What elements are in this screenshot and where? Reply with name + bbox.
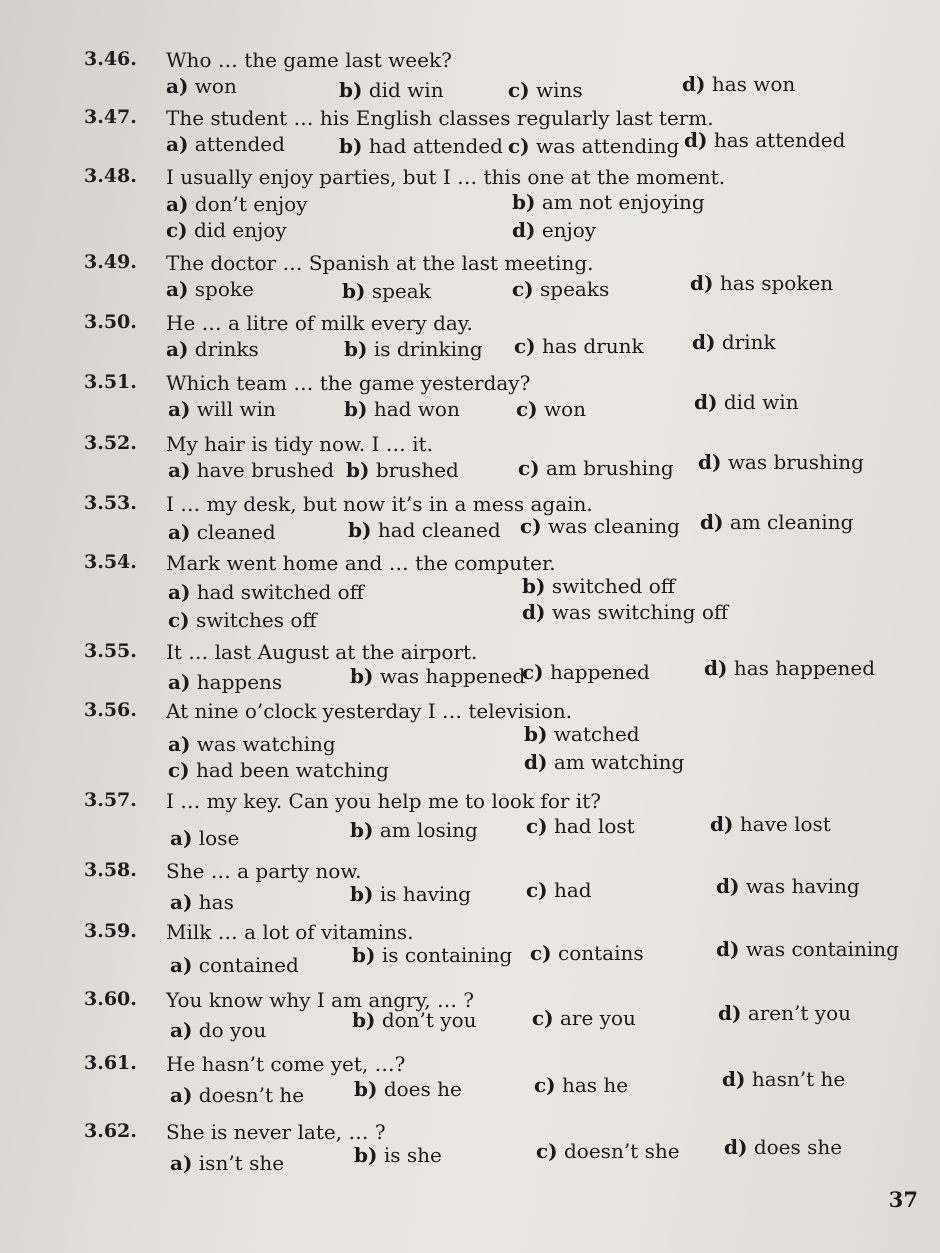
option-text: happened	[550, 660, 650, 684]
option-text: has drunk	[542, 334, 644, 358]
answer-option	[692, 330, 776, 354]
question-text: The doctor … Spanish at the last meeting.	[166, 251, 594, 275]
answer-option	[168, 458, 334, 482]
option-text: was cleaning	[548, 514, 680, 538]
answer-option	[520, 514, 680, 538]
question-text: My hair is tidy now. I … it.	[166, 432, 433, 456]
option-letter: a)	[168, 397, 191, 421]
option-text: attended	[194, 132, 285, 156]
option-text: doesn’t he	[198, 1083, 305, 1107]
option-text: won	[544, 397, 587, 421]
question-text: You know why I am angry, … ?	[166, 988, 475, 1012]
question-number: 3.46.	[84, 48, 137, 70]
answer-option	[530, 941, 644, 965]
option-letter: c)	[508, 78, 530, 102]
answer-option	[684, 128, 845, 152]
option-letter: a)	[170, 1018, 193, 1042]
option-text: has spoken	[719, 271, 834, 295]
answer-option	[166, 277, 254, 301]
question-text: She … a party now.	[166, 859, 362, 883]
answer-option	[170, 1151, 284, 1175]
option-letter: c)	[512, 277, 534, 301]
question-text: Who … the game last week?	[166, 48, 452, 72]
option-text: don’t enjoy	[194, 192, 308, 216]
option-letter: c)	[532, 1006, 554, 1030]
answer-option	[168, 608, 317, 632]
question-number: 3.56.	[84, 699, 137, 721]
option-letter: c)	[514, 334, 536, 358]
option-text: won	[194, 74, 237, 98]
question-number: 3.47.	[84, 106, 137, 128]
option-letter: b)	[524, 722, 548, 746]
option-text: drinks	[194, 337, 259, 361]
option-letter: d)	[704, 656, 728, 680]
answer-option	[342, 279, 431, 303]
option-letter: a)	[168, 520, 191, 544]
option-letter: b)	[339, 134, 363, 158]
option-letter: a)	[166, 337, 189, 361]
option-letter: b)	[512, 190, 536, 214]
question-text: I usually enjoy parties, but I … this one at the moment.	[166, 165, 726, 189]
option-letter: b)	[348, 518, 372, 542]
option-text: had cleaned	[377, 518, 501, 542]
question-number: 3.51.	[84, 371, 137, 393]
option-letter: b)	[350, 818, 374, 842]
question-text: He hasn’t come yet, …?	[166, 1052, 406, 1076]
page-number: 37	[888, 1187, 918, 1212]
answer-option	[168, 580, 364, 604]
option-text: am brushing	[546, 456, 674, 480]
option-letter: c)	[526, 878, 548, 902]
option-text: did win	[368, 78, 444, 102]
option-letter: b)	[346, 458, 370, 482]
option-text: speaks	[540, 277, 610, 301]
answer-option	[170, 953, 299, 977]
option-letter: b)	[344, 337, 368, 361]
answer-option	[168, 397, 276, 421]
answer-option	[166, 192, 308, 216]
option-text: has	[198, 890, 234, 914]
option-letter: c)	[168, 608, 190, 632]
option-letter: d)	[722, 1067, 746, 1091]
question-text: It … last August at the airport.	[166, 640, 478, 664]
question-number: 3.49.	[84, 251, 137, 273]
answer-option	[170, 1083, 304, 1107]
option-text: was switching off	[551, 600, 729, 624]
answer-option	[168, 758, 389, 782]
option-letter: c)	[166, 218, 188, 242]
answer-option	[352, 1008, 477, 1032]
option-text: did win	[723, 390, 799, 414]
option-text: have lost	[739, 812, 831, 836]
question-text: Milk … a lot of vitamins.	[166, 920, 414, 944]
option-letter: b)	[350, 882, 374, 906]
option-text: was brushing	[727, 450, 864, 474]
option-letter: d)	[692, 330, 716, 354]
option-text: has attended	[713, 128, 846, 152]
answer-option	[694, 390, 799, 414]
option-letter: b)	[339, 78, 363, 102]
option-text: am cleaning	[729, 510, 854, 534]
question-text: At nine o’clock yesterday I … television.	[166, 699, 573, 723]
option-letter: a)	[170, 826, 193, 850]
option-letter: b)	[342, 279, 366, 303]
question-number: 3.52.	[84, 432, 137, 454]
answer-option	[344, 337, 483, 361]
option-letter: d)	[524, 750, 548, 774]
option-text: switched off	[551, 574, 675, 598]
question-number: 3.53.	[84, 492, 137, 514]
question-number: 3.57.	[84, 789, 137, 811]
option-letter: b)	[352, 1008, 376, 1032]
option-letter: a)	[170, 953, 193, 977]
answer-option	[350, 882, 471, 906]
answer-option	[524, 722, 640, 746]
option-letter: d)	[512, 218, 536, 242]
answer-option	[526, 878, 592, 902]
option-text: had switched off	[196, 580, 364, 604]
answer-option	[518, 456, 674, 480]
answer-option	[700, 510, 853, 534]
question-text: I … my key. Can you help me to look for it?	[166, 789, 601, 813]
option-text: does she	[753, 1135, 843, 1159]
question-text: Which team … the game yesterday?	[166, 371, 531, 395]
option-letter: d)	[698, 450, 722, 474]
option-letter: c)	[530, 941, 552, 965]
answer-option	[724, 1135, 842, 1159]
option-text: does he	[383, 1077, 462, 1101]
answer-option	[522, 574, 675, 598]
answer-option	[352, 943, 512, 967]
option-text: watched	[553, 722, 640, 746]
option-text: hasn’t he	[751, 1067, 846, 1091]
option-text: had lost	[554, 814, 635, 838]
option-text: aren’t you	[747, 1001, 851, 1025]
question-number: 3.61.	[84, 1052, 137, 1074]
answer-option	[166, 337, 259, 361]
answer-option	[348, 518, 501, 542]
option-letter: a)	[170, 1083, 193, 1107]
answer-option	[166, 74, 237, 98]
option-text: am losing	[379, 818, 478, 842]
option-letter: a)	[168, 458, 191, 482]
answer-option	[508, 78, 583, 102]
option-text: spoke	[194, 277, 254, 301]
option-text: enjoy	[541, 218, 597, 242]
option-text: has happened	[733, 656, 876, 680]
answer-option	[710, 812, 831, 836]
option-letter: c)	[508, 134, 530, 158]
answer-option	[354, 1143, 442, 1167]
answer-option	[166, 132, 285, 156]
answer-option	[698, 450, 864, 474]
question-number: 3.62.	[84, 1120, 137, 1142]
option-letter: a)	[166, 74, 189, 98]
option-text: contained	[198, 953, 299, 977]
option-text: was watching	[196, 732, 336, 756]
answer-option	[526, 814, 635, 838]
question-number: 3.55.	[84, 640, 137, 662]
option-letter: c)	[536, 1139, 558, 1163]
option-text: was attending	[536, 134, 680, 158]
option-letter: c)	[168, 758, 190, 782]
option-text: drink	[721, 330, 776, 354]
option-text: have brushed	[196, 458, 335, 482]
option-text: is she	[383, 1143, 442, 1167]
question-text: I … my desk, but now it’s in a mess again.	[166, 492, 593, 516]
option-letter: c)	[522, 660, 544, 684]
question-number: 3.58.	[84, 859, 137, 881]
option-text: are you	[560, 1006, 636, 1030]
answer-option	[339, 134, 503, 158]
answer-option	[350, 818, 478, 842]
answer-option	[170, 1018, 266, 1042]
question-number: 3.48.	[84, 165, 137, 187]
question-number: 3.60.	[84, 988, 137, 1010]
option-letter: a)	[170, 890, 193, 914]
option-text: had	[554, 878, 592, 902]
option-letter: c)	[526, 814, 548, 838]
option-text: had won	[373, 397, 460, 421]
option-letter: b)	[354, 1077, 378, 1101]
answer-option	[350, 664, 525, 688]
option-letter: d)	[724, 1135, 748, 1159]
option-text: is having	[379, 882, 472, 906]
answer-option	[524, 750, 684, 774]
answer-option	[516, 397, 586, 421]
answer-option	[168, 520, 276, 544]
answer-option	[170, 826, 239, 850]
option-text: lose	[198, 826, 240, 850]
answer-option	[168, 670, 282, 694]
question-number: 3.50.	[84, 311, 137, 333]
option-text: is containing	[381, 943, 513, 967]
option-letter: d)	[710, 812, 734, 836]
option-text: happens	[196, 670, 283, 694]
answer-option	[512, 190, 705, 214]
option-letter: c)	[520, 514, 542, 538]
option-letter: d)	[718, 1001, 742, 1025]
option-letter: b)	[344, 397, 368, 421]
answer-option	[514, 334, 644, 358]
answer-option	[534, 1073, 628, 1097]
answer-option	[522, 660, 650, 684]
answer-option	[722, 1067, 845, 1091]
option-text: has he	[562, 1073, 629, 1097]
option-text: did enjoy	[194, 218, 287, 242]
option-text: had attended	[368, 134, 503, 158]
answer-option	[718, 1001, 851, 1025]
option-text: isn’t she	[198, 1151, 285, 1175]
option-text: has won	[711, 72, 796, 96]
option-letter: c)	[518, 456, 540, 480]
option-text: had been watching	[196, 758, 389, 782]
question-text: She is never late, … ?	[166, 1120, 386, 1144]
question-number: 3.59.	[84, 920, 137, 942]
answer-option	[532, 1006, 636, 1030]
option-letter: b)	[522, 574, 546, 598]
answer-option	[508, 134, 679, 158]
option-letter: b)	[352, 943, 376, 967]
option-letter: a)	[166, 192, 189, 216]
option-text: contains	[558, 941, 644, 965]
option-letter: a)	[168, 732, 191, 756]
option-letter: a)	[168, 580, 191, 604]
option-letter: a)	[166, 132, 189, 156]
option-text: don’t you	[381, 1008, 477, 1032]
answer-option	[166, 218, 287, 242]
answer-option	[690, 271, 833, 295]
option-text: am not enjoying	[541, 190, 705, 214]
option-letter: d)	[684, 128, 708, 152]
option-text: will win	[196, 397, 276, 421]
option-letter: d)	[522, 600, 546, 624]
option-letter: d)	[716, 937, 740, 961]
option-letter: d)	[690, 271, 714, 295]
option-text: am watching	[553, 750, 685, 774]
option-letter: a)	[166, 277, 189, 301]
question-text: The student … his English classes regularly last term.	[166, 106, 714, 130]
option-letter: b)	[350, 664, 374, 688]
answer-option	[354, 1077, 462, 1101]
answer-option	[344, 397, 460, 421]
answer-option	[346, 458, 459, 482]
option-text: wins	[536, 78, 583, 102]
option-text: was containing	[745, 937, 899, 961]
option-text: speak	[371, 279, 431, 303]
option-letter: d)	[682, 72, 706, 96]
option-text: do you	[198, 1018, 267, 1042]
option-text: switches off	[196, 608, 317, 632]
question-text: Mark went home and … the computer.	[166, 551, 556, 575]
answer-option	[704, 656, 875, 680]
option-text: cleaned	[196, 520, 276, 544]
option-letter: b)	[354, 1143, 378, 1167]
option-text: was having	[745, 874, 860, 898]
answer-option	[512, 218, 596, 242]
answer-option	[536, 1139, 680, 1163]
answer-option	[170, 890, 234, 914]
option-text: brushed	[375, 458, 459, 482]
question-number: 3.54.	[84, 551, 137, 573]
answer-option	[682, 72, 795, 96]
question-text: He … a litre of milk every day.	[166, 311, 473, 335]
option-letter: d)	[700, 510, 724, 534]
option-text: doesn’t she	[564, 1139, 680, 1163]
option-letter: a)	[170, 1151, 193, 1175]
answer-option	[168, 732, 336, 756]
option-text: is drinking	[373, 337, 483, 361]
answer-option	[522, 600, 728, 624]
option-letter: a)	[168, 670, 191, 694]
answer-option	[512, 277, 609, 301]
option-letter: c)	[516, 397, 538, 421]
option-letter: d)	[694, 390, 718, 414]
answer-option	[339, 78, 444, 102]
option-letter: d)	[716, 874, 740, 898]
answer-option	[716, 937, 899, 961]
option-text: was happened	[379, 664, 526, 688]
answer-option	[716, 874, 860, 898]
option-letter: c)	[534, 1073, 556, 1097]
